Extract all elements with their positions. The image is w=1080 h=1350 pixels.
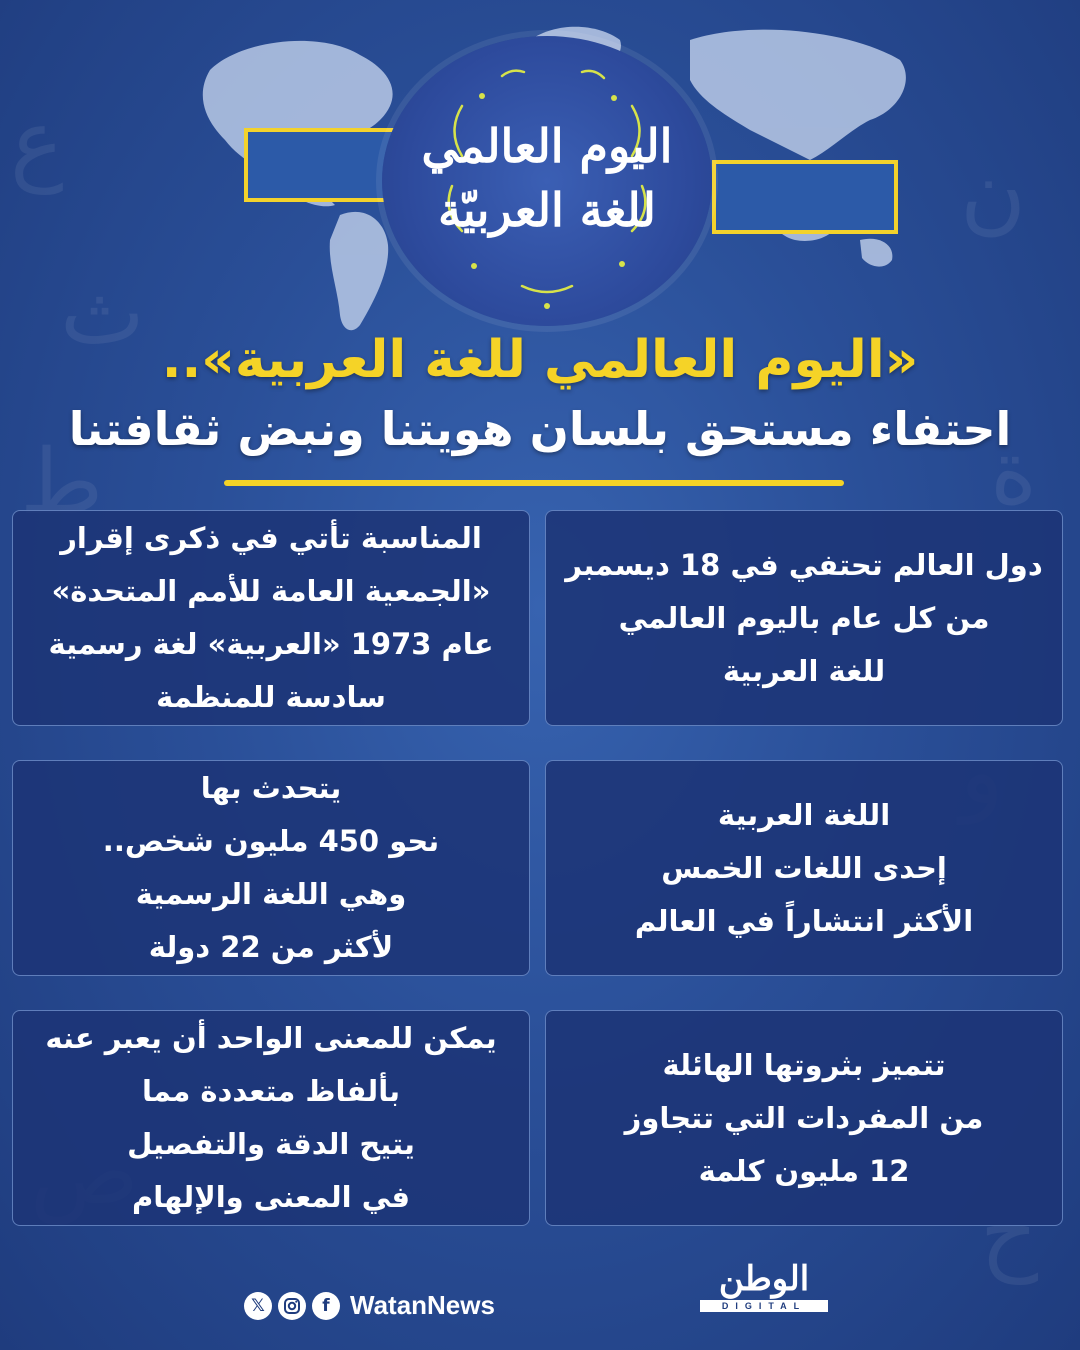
brand-subtitle: DIGITAL [700,1300,828,1312]
card-text: يتحدث بها نحو 450 مليون شخص.. وهي اللغة الرسمية لأكثر من 22 دولة [102,771,440,964]
card-text: تتميز بثروتها الهائلة من المفردات التي تتجاوز 12 مليون كلمة [624,1047,984,1188]
card-text: يمكن للمعنى الواحد أن يعبر عنه بألفاظ متعددة مما يتيح الدقة والتفصيل في المعنى والإلهام [45,1021,497,1214]
ribbon-right [712,160,898,234]
card-text: اللغة العربية إحدى اللغات الخمس الأكثر انتشاراً في العالم [634,797,974,938]
social-links [244,1290,495,1321]
page-title: «اليوم العالمي للغة العربية».. [161,330,919,390]
card-text: المناسبة تأتي في ذكرى إقرار «الجمعية العامة للأمم المتحدة» عام 1973 «العربية» لغة رسمية سادسة للمنظمة [48,521,494,714]
info-card-vocabulary [545,1010,1063,1226]
social-handle: WatanNews [350,1290,495,1320]
info-card-date [545,510,1063,726]
title-divider [224,480,844,486]
info-card-spread [545,760,1063,976]
info-card-expression [12,1010,530,1226]
info-card-speakers [12,760,530,976]
brand-name: الوطن [718,1259,810,1299]
facebook-icon[interactable]: f [312,1292,340,1320]
emblem-line-1: اليوم العالمي [421,119,673,173]
background-pattern: ع ن ث ة ط ح [10,90,1039,1285]
instagram-icon[interactable] [278,1292,306,1320]
page-subtitle: احتفاء مستحق بلسان هويتنا ونبض ثقافتنا [68,402,1012,456]
card-text: دول العالم تحتفي في 18 ديسمبر من كل عام باليوم العالمي للغة العربية [565,547,1043,688]
arabic-day-emblem [382,36,712,326]
info-card-history [12,510,530,726]
x-icon[interactable]: 𝕏 [244,1292,272,1320]
emblem-line-2: للغة العربيّة [438,183,656,237]
brand-logo [700,1260,828,1314]
